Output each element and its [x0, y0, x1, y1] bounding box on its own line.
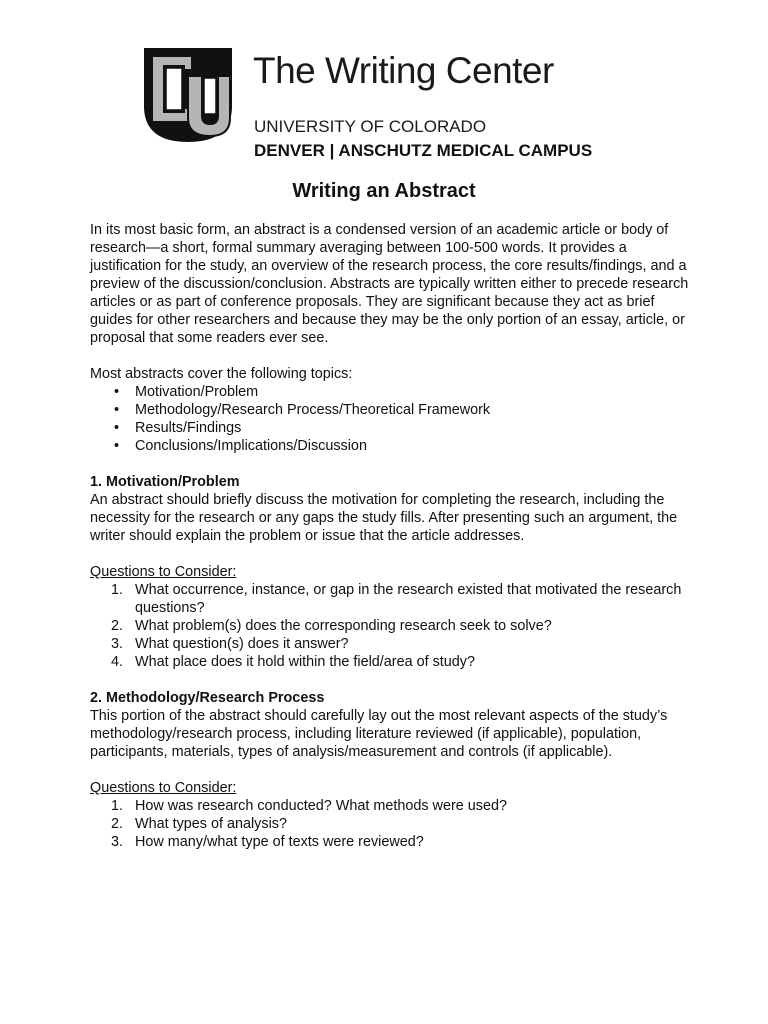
section-heading-motivation: 1. Motivation/Problem	[90, 474, 240, 490]
questions-list-methodology	[90, 797, 690, 851]
questions-list-motivation	[90, 581, 690, 671]
brand-campus: DENVER | ANSCHUTZ MEDICAL CAMPUS	[254, 141, 593, 160]
topics-intro: Most abstracts cover the following topics:	[90, 366, 353, 382]
brand-university: UNIVERSITY OF COLORADO	[254, 117, 487, 136]
list-item: 1. How was research conducted? What methods were used?	[111, 798, 507, 814]
header	[140, 46, 640, 164]
list-item: 3. How many/what type of texts were reviewed?	[111, 834, 424, 850]
document-body	[90, 221, 690, 851]
list-item: • Conclusions/Implications/Discussion	[90, 437, 690, 455]
questions-label: Questions to Consider:	[90, 780, 237, 796]
section-body-methodology: This portion of the abstract should carefully lay out the most relevant aspects of the study’s methodology/research process, including literature reviewed (if applicable), population, participants, materials, types of analysis/measurement and controls (if applicable).	[90, 708, 668, 760]
list-item: 2. What problem(s) does the corresponding research seek to solve?	[111, 618, 552, 634]
section-body-motivation: An abstract should briefly discuss the motivation for completing the research, including the necessity for the research or any gaps the study fills. After presenting such an argument, the writer should explain the problem or issue that the article addresses.	[90, 492, 678, 544]
cu-logo-icon	[140, 46, 236, 144]
topics-list	[90, 383, 690, 455]
list-item: • Motivation/Problem	[90, 383, 690, 401]
document-title: Writing an Abstract	[292, 180, 476, 202]
list-item: 2. What types of analysis?	[111, 816, 287, 832]
list-item: 3. What question(s) does it answer?	[111, 636, 349, 652]
list-item: 1. What occurrence, instance, or gap in the research existed that motivated the research questions?	[111, 582, 682, 616]
questions-label: Questions to Consider:	[90, 564, 237, 580]
brand-title: The Writing Center	[253, 50, 554, 91]
list-item: • Results/Findings	[90, 419, 690, 437]
list-item: • Methodology/Research Process/Theoretical Framework	[90, 401, 690, 419]
list-item: 4. What place does it hold within the field/area of study?	[111, 654, 475, 670]
intro-paragraph: In its most basic form, an abstract is a condensed version of an academic article or body of research—a short, formal summary averaging between 100-500 words. It provides a justification for the study, an overview of the research process, the core results/findings, and a preview of the discussion/conclusion. Abstracts are typically written either to precede research articles or as part of conference proposals. They are significant because they act as brief guides for other researchers and because they may be the only portion of an essay, article, or proposal that some readers ever see.	[90, 222, 689, 346]
section-heading-methodology: 2. Methodology/Research Process	[90, 690, 325, 706]
